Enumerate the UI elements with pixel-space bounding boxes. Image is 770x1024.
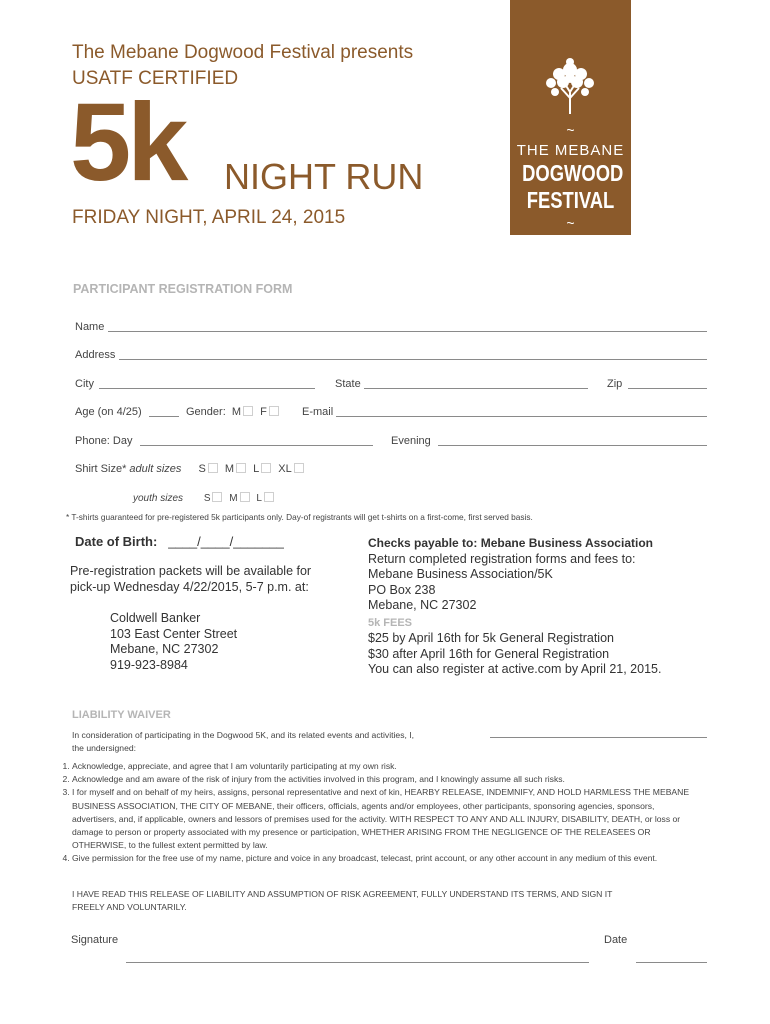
logo-line1: THE MEBANE	[516, 142, 625, 159]
email-label: E-mail	[302, 406, 334, 418]
adult-size-s: S	[198, 463, 206, 475]
youth-size-s: S	[203, 493, 211, 504]
waiver-intro2: the undersigned:	[72, 743, 137, 754]
presenter-line: The Mebane Dogwood Festival presents	[72, 42, 414, 63]
youth-s-checkbox[interactable]	[212, 492, 222, 502]
pickup-addr3: Mebane, NC 27302	[110, 642, 219, 656]
festival-logo	[510, 0, 631, 235]
logo-line2: DOGWOOD	[522, 160, 624, 186]
dob-row	[75, 534, 284, 549]
waiver-item: 1. Acknowledge, appreciate, and agree that I am voluntarily participating at my own risk.	[72, 760, 690, 773]
email-field[interactable]	[336, 416, 707, 417]
waiver-item: 4. Give permission for the free use of my name, picture and voice in any broadcast, telecast, print account, or any other account in any medium of this event.	[72, 852, 690, 865]
shirt-note: * T-shirts guaranteed for pre-registered 5k participants only. Day-of registrants will get t-shirts on a first-come, first served basis.	[66, 512, 533, 522]
waiver-intro1: In consideration of participating in the Dogwood 5K, and its related events and activities, I,	[72, 730, 415, 740]
age-field[interactable]	[149, 416, 179, 417]
adult-s-checkbox[interactable]	[208, 463, 218, 473]
pickup-phone: 919-923-8984	[110, 657, 188, 672]
adult-m-checkbox[interactable]	[236, 463, 246, 473]
gender-m-checkbox[interactable]	[243, 406, 253, 416]
gender-label: Gender:	[186, 406, 226, 418]
youth-size-l: L	[256, 493, 262, 504]
packet-line2: pick-up Wednesday 4/22/2015, 5-7 p.m. at:	[70, 579, 309, 594]
logo-ornament-bottom: ~	[566, 215, 575, 231]
youth-sizes-label: youth sizes	[133, 493, 184, 504]
adult-size-l: L	[253, 463, 260, 475]
phone-day-label: Phone: Day	[75, 435, 133, 447]
pickup-addr1: Coldwell Banker	[110, 611, 201, 625]
pickup-addr2: 103 East Center Street	[110, 626, 238, 641]
state-label: State	[335, 378, 361, 390]
adult-l-checkbox[interactable]	[261, 463, 271, 473]
return-addr1: Mebane Business Association/5K	[368, 567, 553, 581]
waiver-list	[58, 760, 690, 866]
logo-line3: FESTIVAL	[526, 187, 615, 213]
adult-size-xl: XL	[278, 463, 292, 475]
waiver-item: 3. I for myself and on behalf of my heirs, assigns, personal representative and next of kin, HEARBY RELEASE, INDEMNIFY, AND HOLD HARMLESS THE MEBANE BUSINESS ASSOCIATION, THE CITY OF MEBANE, their officers, officials, agents and/or employees, other participants, sponsoring agencies, sponsors, advertisers, and, if applicable, owners and lessors of premises used for the activity. WITH RESPECT TO ANY AND ALL INJURY, DISABILITY, DEATH, or loss or damage to person or property associated with my presence or participation, WHETHER ARISING FROM THE NEGLIGENCE OF THE RELEASEES OR OTHERWISE, to the fullest extent permitted by law.	[72, 786, 690, 852]
youth-size-m: M	[229, 493, 238, 504]
signature-label: Signature	[71, 934, 119, 946]
event-date: FRIDAY NIGHT, APRIL 24, 2015	[72, 207, 346, 228]
shirt-size-row	[75, 463, 308, 475]
name-label: Name	[75, 321, 105, 333]
form-title: PARTICIPANT REGISTRATION FORM	[73, 282, 293, 296]
adult-xl-checkbox[interactable]	[294, 463, 304, 473]
dob-label: Date of Birth:	[75, 534, 158, 549]
date-field[interactable]	[636, 962, 707, 963]
checks-payable: Checks payable to: Mebane Business Association	[368, 536, 653, 550]
phone-evening-field[interactable]	[438, 445, 707, 446]
waiver-confirm: I HAVE READ THIS RELEASE OF LIABILITY AND ASSUMPTION OF RISK AGREEMENT, FULLY UNDERSTAND ITS TERMS, AND SIGN IT FREELY AND VOLUNTARILY.	[72, 889, 613, 913]
big-5k: 5k	[70, 81, 185, 204]
packet-line1: Pre-registration packets will be available for	[70, 564, 312, 578]
logo-ornament-top: ~	[566, 122, 575, 138]
return-addr3: Mebane, NC 27302	[368, 598, 477, 612]
pickup-address	[110, 611, 237, 673]
youth-size-row	[133, 492, 278, 504]
return-line: Return completed registration forms and fees to:	[368, 551, 636, 566]
gender-f-checkbox[interactable]	[269, 406, 279, 416]
zip-field[interactable]	[628, 388, 707, 389]
dob-field[interactable]: ____/____/_______	[168, 534, 284, 549]
waiver-intro	[72, 729, 414, 755]
signature-field[interactable]	[126, 962, 589, 963]
participant-name-field[interactable]	[490, 737, 707, 738]
fees-title: 5k FEES	[368, 616, 413, 629]
packet-info	[70, 564, 311, 595]
address-label: Address	[75, 349, 116, 361]
gender-f-label: F	[260, 406, 267, 418]
date-label: Date	[604, 934, 628, 946]
waiver-item: 2. Acknowledge and am aware of the risk of injury from the activities involved in this program, and I knowingly assume all such risks.	[72, 773, 690, 786]
certified-line: USATF CERTIFIED	[72, 68, 239, 89]
return-addr2: PO Box 238	[368, 582, 436, 597]
fee-line1: $25 by April 16th for 5k General Registration	[368, 631, 614, 645]
gender-group	[186, 406, 283, 418]
zip-label: Zip	[607, 378, 623, 390]
youth-m-checkbox[interactable]	[240, 492, 250, 502]
gender-m-label: M	[231, 406, 242, 418]
payment-info	[368, 536, 661, 678]
phone-day-field[interactable]	[140, 445, 373, 446]
adult-size-m: M	[224, 463, 235, 475]
city-label: City	[75, 378, 94, 390]
fee-line3: You can also register at active.com by April 21, 2015.	[368, 662, 662, 676]
phone-evening-label: Evening	[391, 435, 431, 447]
age-label: Age (on 4/25)	[75, 406, 142, 418]
name-field[interactable]	[108, 331, 707, 332]
city-field[interactable]	[99, 388, 315, 389]
waiver-title: LIABILITY WAIVER	[72, 709, 171, 721]
dogwood-tree-icon	[535, 52, 605, 122]
state-field[interactable]	[364, 388, 588, 389]
night-run-title: NIGHT RUN	[224, 156, 424, 197]
shirt-size-label: Shirt Size*	[75, 463, 127, 475]
address-field[interactable]	[119, 359, 707, 360]
adult-sizes-label: adult sizes	[129, 463, 182, 475]
fee-line2: $30 after April 16th for General Registration	[368, 646, 610, 661]
youth-l-checkbox[interactable]	[264, 492, 274, 502]
